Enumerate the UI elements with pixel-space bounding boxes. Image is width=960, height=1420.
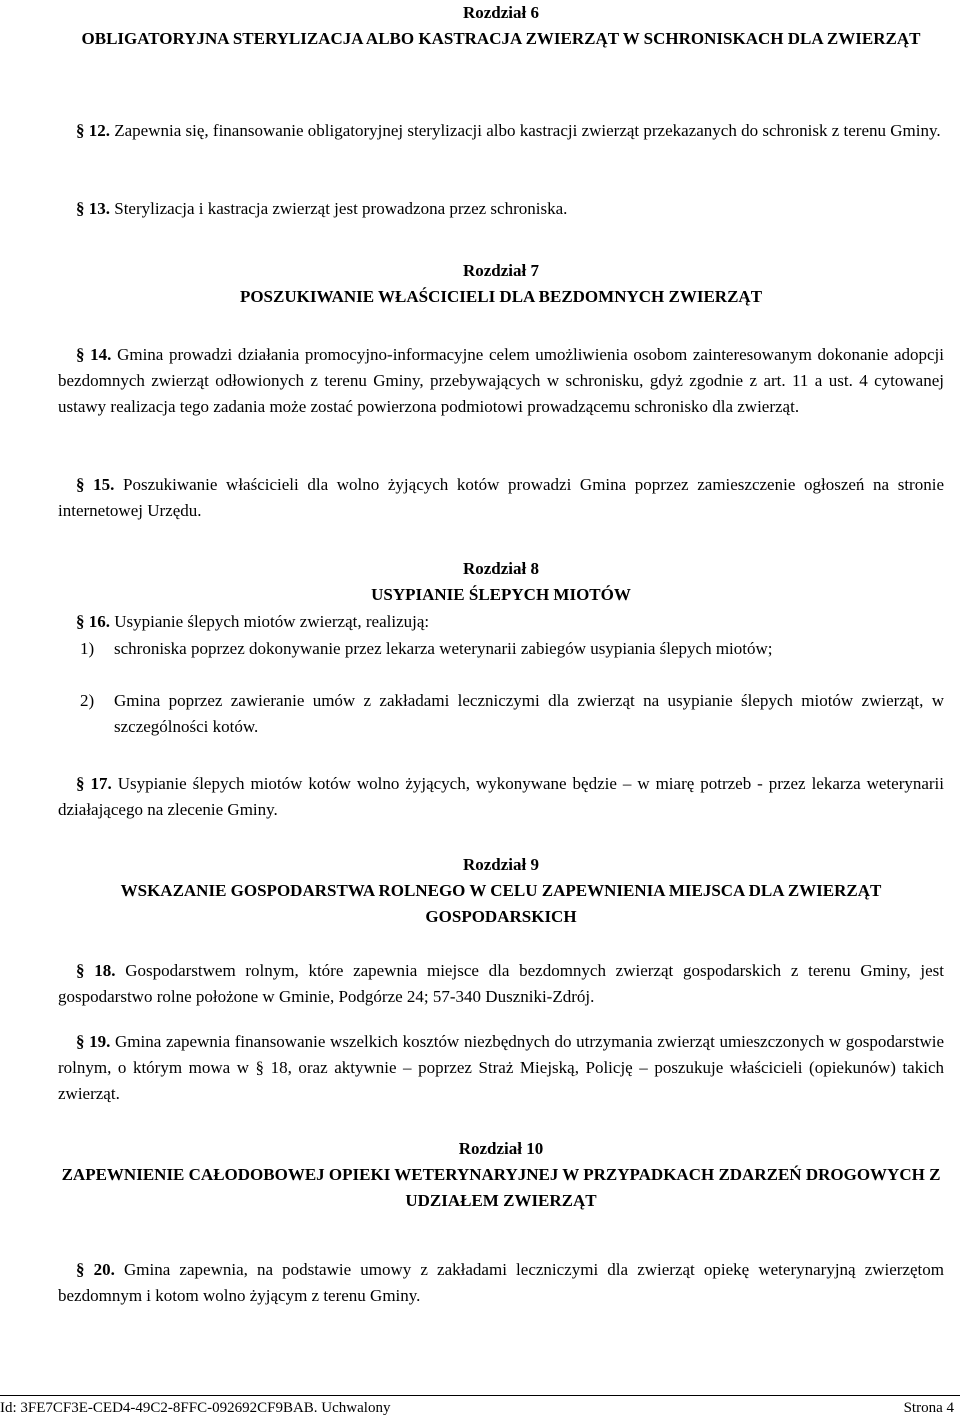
paragraph-19 <box>58 1029 944 1107</box>
paragraph-text: Poszukiwanie właścicieli dla wolno żyjących kotów prowadzi Gmina poprzez zamieszczenie ogłoszeń na stronie internetowej Urzędu. <box>58 475 944 520</box>
paragraph-14 <box>58 342 944 420</box>
chapter-6-heading <box>58 0 944 52</box>
paragraph-17 <box>58 771 944 823</box>
paragraph-12 <box>58 118 944 144</box>
chapter-title: USYPIANIE ŚLEPYCH MIOTÓW <box>371 585 631 604</box>
page-number: Strona 4 <box>903 1400 954 1416</box>
paragraph-number: 16. <box>88 612 110 631</box>
chapter-10-heading <box>58 1136 944 1214</box>
paragraph-text: Usypianie ślepych miotów kotów wolno żyjących, wykonywane będzie – w miarę potrzeb - przez lekarza weterynarii działającego na zlecenie Gminy. <box>58 774 945 819</box>
paragraph-number: 15. <box>93 475 115 494</box>
list-item-1 <box>80 636 944 662</box>
paragraph-text: Gospodarstwem rolnym, które zapewnia miejsce dla bezdomnych zwierząt gospodarskich z terenu Gminy, jest gospodarstwo rolne położone w Gminie, Podgórze 24; 57-340 Duszniki-Zdrój. <box>58 961 945 1006</box>
paragraph-text: Gmina prowadzi działania promocyjno-informacyjne celem umożliwienia osobom zainteresowanym dokonanie adopcji bezdomnych zwierząt odłowionych z terenu Gminy, przebywających w schronisku, gdyż zgodnie z art. 11 a ust. 4 cytowanej ustawy realizacja tego zadania może zostać powierzona podmiotowi prowadzącemu schronisko dla zwierząt. <box>58 345 944 416</box>
chapter-9-heading <box>58 852 944 930</box>
paragraph-18 <box>58 958 944 1010</box>
paragraph-number: 19. <box>89 1032 111 1051</box>
list-item-2 <box>80 688 944 740</box>
chapter-number: Rozdział 7 <box>462 261 540 280</box>
chapter-title: ZAPEWNIENIE CAŁODOBOWEJ OPIEKI WETERYNARYJNEJ W PRZYPADKACH ZDARZEŃ DROGOWYCH Z UDZIAŁEM ZWIERZĄT <box>61 1165 941 1210</box>
section-symbol: § <box>76 612 85 631</box>
paragraph-text: Gmina zapewnia, na podstawie umowy z zakładami leczniczymi dla zwierząt opiekę weterynaryjną zwierzętom bezdomnym i kotom wolno żyjącym z terenu Gminy. <box>58 1260 945 1305</box>
chapter-8-heading <box>58 556 944 608</box>
section-symbol: § <box>76 961 85 980</box>
chapter-title: OBLIGATORYJNA STERYLIZACJA ALBO KASTRACJA ZWIERZĄT W SCHRONISKACH DLA ZWIERZĄT <box>81 29 921 48</box>
chapter-number: Rozdział 9 <box>462 855 540 874</box>
section-symbol: § <box>76 345 85 364</box>
paragraph-text: Sterylizacja i kastracja zwierząt jest prowadzona przez schroniska. <box>114 199 568 218</box>
section-symbol: § <box>76 774 85 793</box>
chapter-number: Rozdział 10 <box>458 1139 544 1158</box>
list-item-number: 1) <box>80 639 95 658</box>
chapter-number: Rozdział 8 <box>462 559 540 578</box>
chapter-title: WSKAZANIE GOSPODARSTWA ROLNEGO W CELU ZAPEWNIENIA MIEJSCA DLA ZWIERZĄT GOSPODARSKICH <box>120 881 882 926</box>
list-item-text: schroniska poprzez dokonywanie przez lekarza weterynarii zabiegów usypiania ślepych miotów; <box>114 639 773 658</box>
paragraph-number: 14. <box>90 345 112 364</box>
paragraph-number: 18. <box>94 961 116 980</box>
paragraph-20 <box>58 1257 944 1309</box>
list-item-text: Gmina poprzez zawieranie umów z zakładami leczniczymi dla zwierząt na usypianie ślepych miotów zwierząt, w szczególności kotów. <box>114 691 944 736</box>
section-symbol: § <box>76 199 85 218</box>
paragraph-text: Zapewnia się, finansowanie obligatoryjnej sterylizacji albo kastracji zwierząt przekazanych do schronisk z terenu Gminy. <box>114 121 941 140</box>
paragraph-16 <box>58 609 944 635</box>
paragraph-number: 17. <box>90 774 112 793</box>
paragraph-text: Usypianie ślepych miotów zwierząt, realizują: <box>114 612 430 631</box>
chapter-7-heading <box>58 258 944 310</box>
paragraph-15 <box>58 472 944 524</box>
section-symbol: § <box>76 475 85 494</box>
page-footer <box>0 1395 960 1420</box>
section-symbol: § <box>76 1260 85 1279</box>
section-symbol: § <box>76 1032 85 1051</box>
section-symbol: § <box>76 121 85 140</box>
paragraph-13 <box>58 196 944 222</box>
chapter-number: Rozdział 6 <box>462 3 540 22</box>
paragraph-number: 12. <box>88 121 110 140</box>
paragraph-number: 13. <box>88 199 110 218</box>
list-item-number: 2) <box>80 691 95 710</box>
paragraph-number: 20. <box>93 1260 115 1279</box>
document-id: Id: 3FE7CF3E-CED4-49C2-8FFC-092692CF9BAB. Uchwalony <box>0 1400 391 1416</box>
chapter-title: POSZUKIWANIE WŁAŚCICIELI DLA BEZDOMNYCH ZWIERZĄT <box>239 287 763 306</box>
paragraph-text: Gmina zapewnia finansowanie wszelkich kosztów niezbędnych do utrzymania zwierząt umieszczonych w gospodarstwie rolnym, o którym mowa w § 18, oraz aktywnie – poprzez Straż Miejską, Policję – poszukuje właścicieli (opiekunów) takich zwierząt. <box>58 1032 944 1103</box>
